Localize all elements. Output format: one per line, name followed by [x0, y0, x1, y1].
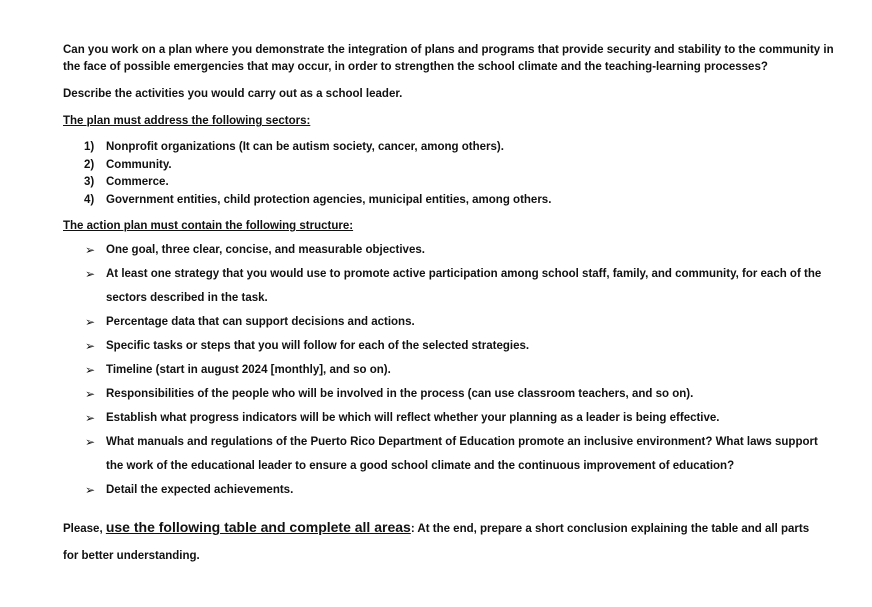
structure-item	[63, 262, 843, 310]
structure-item-text: One goal, three clear, concise, and measurable objectives.	[106, 244, 425, 256]
structure-item	[63, 430, 843, 478]
sector-number: 3)	[84, 176, 95, 188]
arrow-bullet-icon: ➢	[85, 363, 96, 377]
arrow-bullet-icon: ➢	[85, 411, 96, 425]
arrow-bullet-icon: ➢	[85, 339, 96, 353]
structure-item-text: Percentage data that can support decisions and actions.	[106, 316, 415, 328]
sector-item	[63, 139, 843, 157]
closing-instruction	[63, 514, 843, 543]
structure-item	[63, 358, 843, 382]
arrow-bullet-icon: ➢	[85, 315, 96, 329]
closing-line-2: for better understanding.	[63, 550, 200, 562]
structure-item-text: Establish what progress indicators will be which will reflect whether your planning as a leader is being effective.	[106, 412, 720, 424]
structure-item-text: Timeline (start in august 2024 [monthly], and so on).	[106, 364, 391, 376]
sector-item	[63, 157, 843, 175]
structure-item	[63, 238, 843, 262]
structure-item-text: Responsibilities of the people who will be involved in the process (can use classroom teachers, and so on).	[106, 388, 694, 400]
arrow-bullet-icon: ➢	[85, 387, 96, 401]
intro-line-2: the face of possible emergencies that may occur, in order to strengthen the school climate and the teaching-learning processes?	[63, 61, 768, 73]
arrow-bullet-icon: ➢	[85, 435, 96, 449]
sectors-heading: The plan must address the following sectors:	[63, 115, 311, 127]
arrow-bullet-icon: ➢	[85, 483, 96, 497]
structure-item-text: Detail the expected achievements.	[106, 484, 294, 496]
structure-item-text: What manuals and regulations of the Puerto Rico Department of Education promote an inclusive environment? What laws support	[106, 436, 818, 448]
intro-line-1: Can you work on a plan where you demonstrate the integration of plans and programs that provide security and stability to the community in	[63, 44, 834, 56]
structure-item-text: Specific tasks or steps that you will follow for each of the selected strategies.	[106, 340, 530, 352]
document-body	[63, 42, 843, 570]
structure-item	[63, 334, 843, 358]
closing-emphasis: use the following table and complete all areas	[105, 519, 411, 535]
sector-text: Community.	[106, 158, 172, 171]
sector-number: 2)	[84, 158, 95, 171]
structure-item-text-continued: sectors described in the task.	[106, 292, 268, 304]
sectors-list	[63, 139, 843, 209]
closing-suffix: : At the end, prepare a short conclusion explaining the table and all parts	[410, 523, 810, 535]
arrow-bullet-icon: ➢	[85, 267, 96, 281]
describe-instruction: Describe the activities you would carry out as a school leader.	[63, 88, 403, 100]
sector-item	[63, 192, 843, 210]
structure-item-text: At least one strategy that you would use to promote active participation among school staff, family, and community, for each of the	[106, 268, 822, 280]
sector-text: Nonprofit organizations (It can be autism society, cancer, among others).	[106, 141, 504, 153]
sector-number: 1)	[84, 141, 95, 153]
sector-text: Commerce.	[106, 176, 169, 188]
structure-item	[63, 310, 843, 334]
sector-text: Government entities, child protection agencies, municipal entities, among others.	[106, 193, 552, 206]
sector-item	[63, 174, 843, 192]
sector-number: 4)	[84, 193, 95, 206]
arrow-bullet-icon: ➢	[85, 243, 96, 257]
structure-item	[63, 382, 843, 406]
structure-item	[63, 406, 843, 430]
structure-item-text-continued: the work of the educational leader to ensure a good school climate and the continuous improvement of education?	[106, 460, 735, 472]
structure-list	[63, 238, 843, 502]
intro-question	[63, 42, 843, 76]
structure-heading: The action plan must contain the following structure:	[63, 220, 354, 232]
structure-item	[63, 478, 843, 502]
closing-prefix: Please,	[63, 523, 106, 535]
